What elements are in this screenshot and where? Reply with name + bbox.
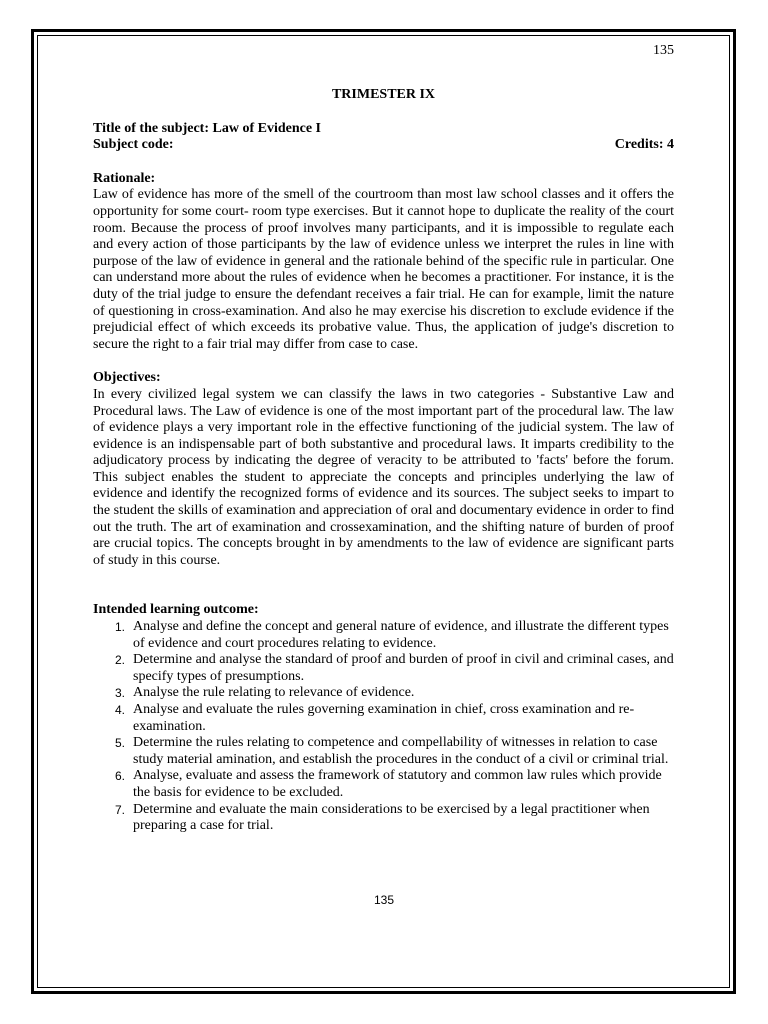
- outcome-item: [93, 685, 674, 702]
- outcome-number: 6.: [115, 769, 126, 784]
- outcome-item: [93, 768, 674, 801]
- outcome-item: [93, 652, 674, 685]
- outcome-text: Analyse, evaluate and assess the framework of statutory and common law rules which provide the basis for evidence to be excluded.: [133, 768, 662, 800]
- outcomes-heading: Intended learning outcome:: [93, 602, 259, 618]
- outcome-number: 2.: [115, 653, 126, 668]
- outcome-item: [93, 619, 674, 652]
- outcome-number: 3.: [115, 686, 126, 701]
- credits-label: Credits: 4: [614, 137, 674, 153]
- document-content: [93, 87, 674, 835]
- objectives-text: In every civilized legal system we can classify the laws in two categories - Substantive Law and Procedural laws. The Law of evidence is one of the most important part of the procedural law. The law of evidence plays a very important role in the effective functioning of the judicial system. The law of evidence is an indispensable part of both substantive and procedural laws. It imparts credibility to the adjudicatory process by indicating the degree of veracity to be attributed to 'facts' before the forum. This subject enables the student to appreciate the concepts and principles underlying the law of evidence and identify the recognized forms of evidence and its sources. The subject seeks to impart to the student the skills of examination and appreciation of oral and documentary evidence in order to find out the truth. The art of examination and crossexamination, and the shifting nature of burden of proof are crucial topics. The concepts brought in by amendments to the law of evidence are significant parts of study in this course.: [93, 386, 674, 568]
- page-number-bottom: 135: [373, 893, 395, 907]
- outcome-item: [93, 802, 674, 835]
- outcome-item: [93, 702, 674, 735]
- subject-title: Title of the subject: Law of Evidence I: [93, 120, 321, 136]
- trimester-heading: TRIMESTER IX: [331, 87, 436, 102]
- subject-code-row: [93, 137, 674, 154]
- outcome-text: Determine and analyse the standard of proof and burden of proof in civil and criminal cases, and specify types of presumptions.: [133, 652, 674, 684]
- objectives-heading: Objectives:: [93, 370, 161, 386]
- outcome-text: Determine and evaluate the main considerations to be exercised by a legal practitioner when preparing a case for trial.: [133, 801, 650, 834]
- outcome-text: Determine the rules relating to competence and compellability of witnesses in relation to case study material amination, and establish the procedures in the conduct of a civil or criminal trial.: [133, 735, 669, 767]
- outcome-text: Analyse and evaluate the rules governing examination in chief, cross examination and re-examination.: [133, 702, 635, 734]
- outcome-number: 5.: [115, 736, 126, 751]
- subject-code-label: Subject code:: [93, 137, 174, 153]
- outcome-text: Analyse the rule relating to relevance of evidence.: [133, 685, 415, 701]
- outcomes-list: [93, 619, 674, 835]
- outcome-number: 1.: [115, 620, 126, 635]
- rationale-text: Law of evidence has more of the smell of the courtroom than most law school classes and it offers the opportunity for some court- room type exercises. But it cannot hope to duplicate the reality of the court room. Because the process of proof involves many participants, and it is impossible to regulate each and every action of those participants by the law of evidence unless we interpret the rules in line with purpose of the law of evidence in general and the rationale behind of the specific rule in particular. One can understand more about the rules of evidence when he becomes a practitioner. For instance, it is the duty of the trial judge to ensure the defendant receives a fair trial. He can for example, limit the nature of questioning in cross-examination. And also he may exercise his discretion to exclude evidence if the prejudicial effect of which exceeds its probative value. Thus, the application of judge's discretion to secure the right to a fair trial may differ from case to case.: [93, 187, 674, 352]
- outcome-item: [93, 735, 674, 768]
- rationale-heading: Rationale:: [93, 170, 156, 186]
- outcome-number: 7.: [115, 802, 126, 817]
- outcome-number: 4.: [115, 703, 126, 717]
- page-number-top: 135: [653, 43, 674, 58]
- outcome-text: Analyse and define the concept and general nature of evidence, and illustrate the different types of evidence and court procedures relating to evidence.: [133, 619, 669, 651]
